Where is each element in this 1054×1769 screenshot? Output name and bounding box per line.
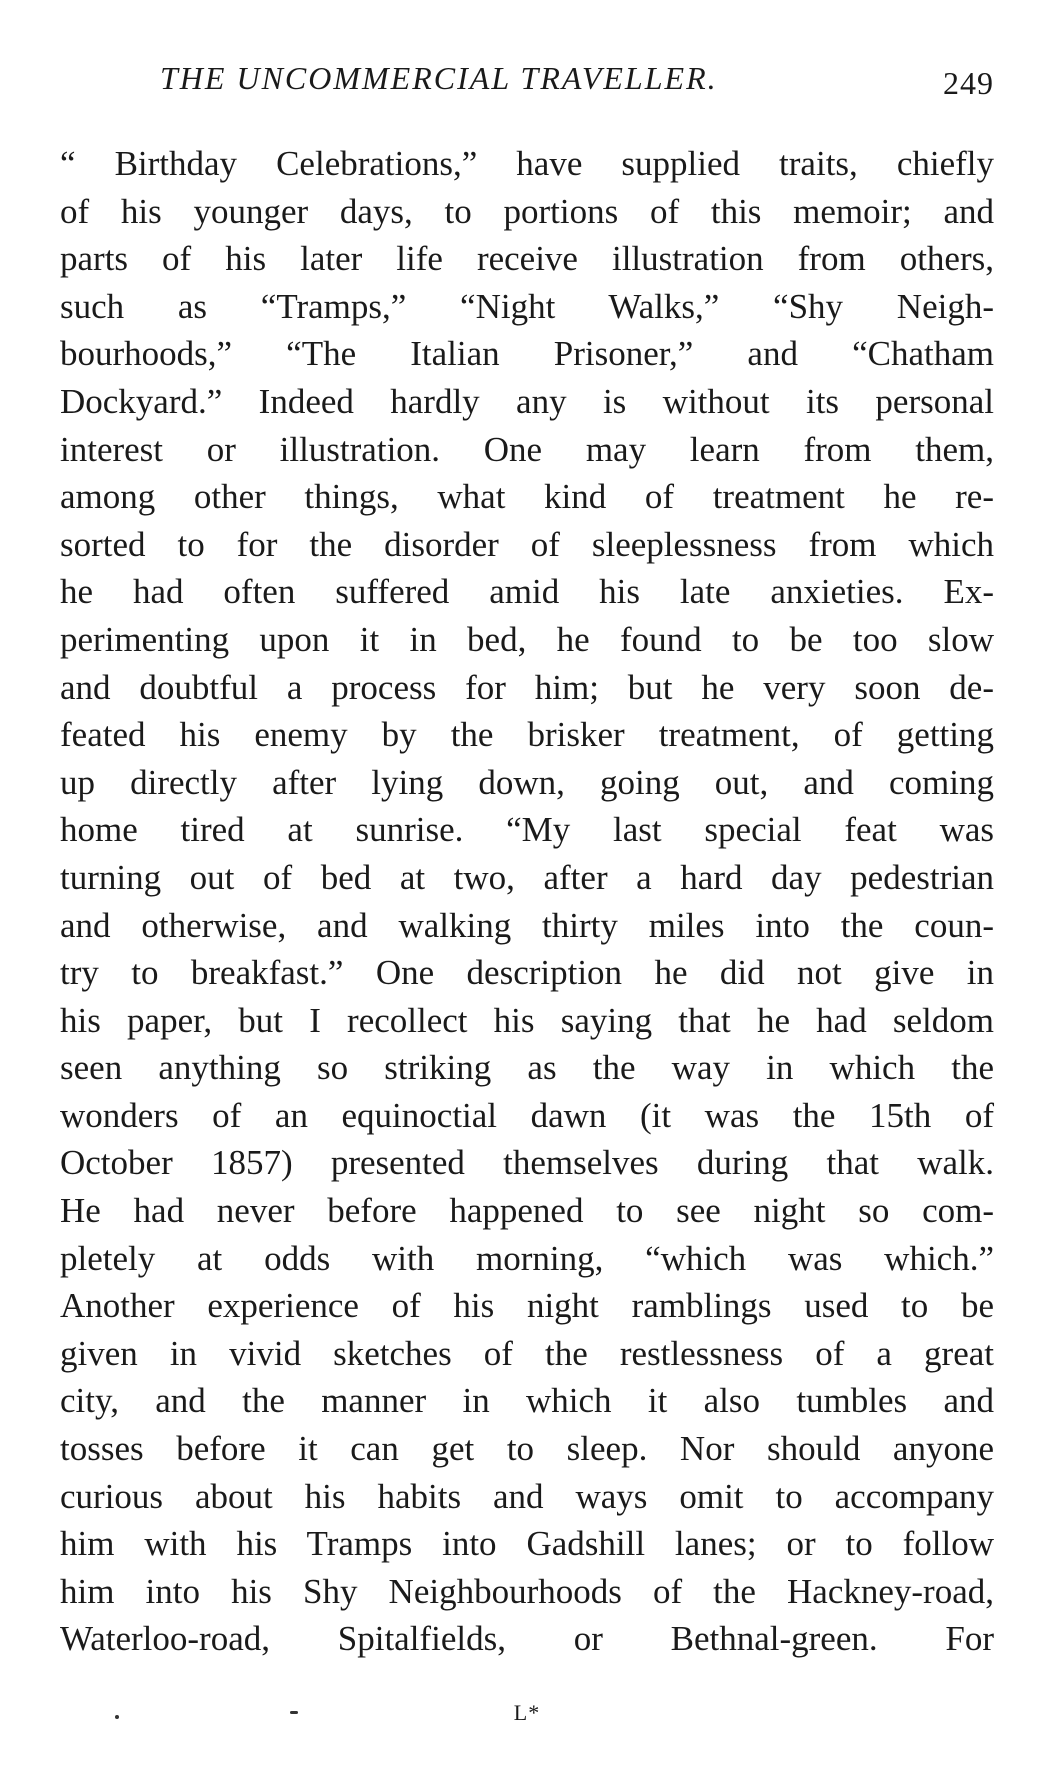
text-line: home tired at sunrise. “My last special feat was (60, 810, 994, 850)
text-line: Waterloo-road, Spitalfields, or Bethnal-green. For (60, 1619, 994, 1659)
text-line: feated his enemy by the brisker treatment, of getting (60, 715, 994, 755)
running-title: THE UNCOMMERCIAL TRAVELLER. (160, 60, 718, 96)
body-text (60, 140, 994, 1663)
text-line: him into his Shy Neighbourhoods of the Hackney-road, (60, 1571, 994, 1611)
print-speck (290, 1711, 298, 1714)
print-speck (115, 1715, 119, 1719)
text-line: tosses before it can get to sleep. Nor should anyone (60, 1429, 994, 1469)
text-line: parts of his later life receive illustration from others, (60, 239, 994, 279)
text-line: October 1857) presented themselves during that walk. (60, 1143, 994, 1183)
text-line: him with his Tramps into Gadshill lanes; or to follow (60, 1524, 994, 1564)
text-line: Another experience of his night ramblings used to be (60, 1286, 994, 1326)
text-line: Dockyard.” Indeed hardly any is without its personal (60, 381, 994, 421)
text-line: among other things, what kind of treatment he re- (60, 477, 994, 517)
text-line: and doubtful a process for him; but he very soon de- (60, 667, 994, 707)
signature-mark: L* (513, 1700, 541, 1725)
text-line: he had often suffered amid his late anxieties. Ex- (60, 572, 994, 612)
text-line: “ Birthday Celebrations,” have supplied traits, chiefly (60, 144, 994, 183)
text-line: He had never before happened to see night so com- (60, 1191, 994, 1231)
text-line: of his younger days, to portions of this memoir; and (60, 191, 994, 231)
page-number: 249 (943, 65, 994, 101)
text-line: seen anything so striking as the way in which the (60, 1048, 994, 1088)
text-line: bourhoods,” “The Italian Prisoner,” and “Chatham (60, 334, 994, 374)
text-line: such as “Tramps,” “Night Walks,” “Shy Neigh- (60, 286, 994, 326)
page-header (60, 60, 994, 110)
text-line: sorted to for the disorder of sleeplessness from which (60, 524, 994, 564)
text-line: pletely at odds with morning, “which was which.” (60, 1238, 994, 1278)
text-line: perimenting upon it in bed, he found to be too slow (60, 619, 994, 659)
text-line: his paper, but I recollect his saying that he had seldom (60, 1000, 994, 1040)
text-line: and otherwise, and walking thirty miles into the coun- (60, 905, 994, 945)
text-line: curious about his habits and ways omit to accompany (60, 1476, 994, 1516)
text-line: interest or illustration. One may learn from them, (60, 429, 994, 469)
text-line: try to breakfast.” One description he did not give in (60, 953, 994, 993)
text-line: up directly after lying down, going out, and coming (60, 762, 994, 802)
text-line: city, and the manner in which it also tumbles and (60, 1381, 994, 1421)
text-line: turning out of bed at two, after a hard day pedestrian (60, 857, 994, 897)
text-line: given in vivid sketches of the restlessness of a great (60, 1333, 994, 1373)
text-line: wonders of an equinoctial dawn (it was the 15th of (60, 1095, 994, 1135)
